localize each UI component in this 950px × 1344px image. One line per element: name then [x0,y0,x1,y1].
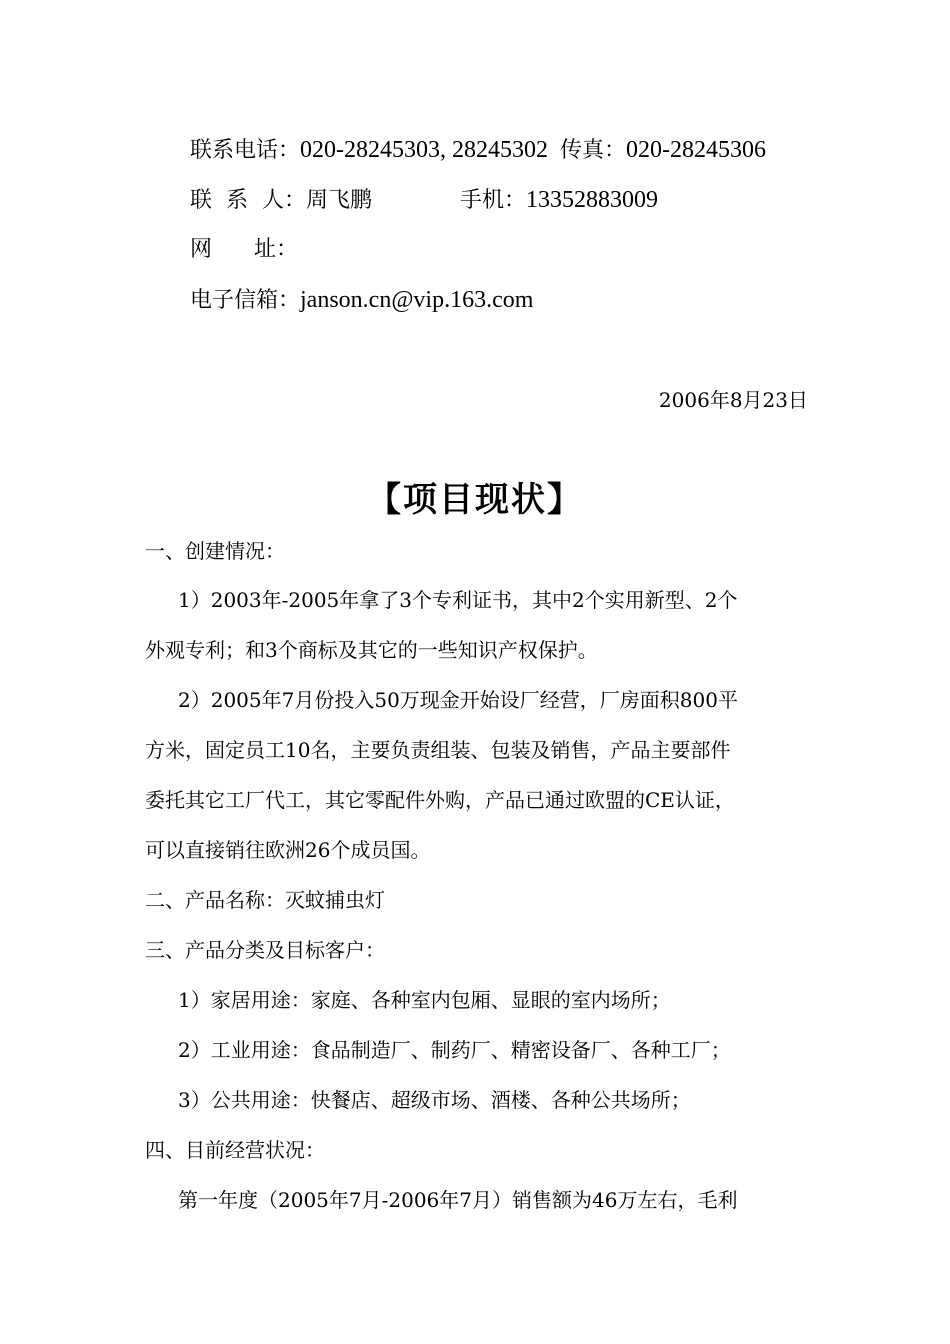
section-1-paragraph-1-line-1: 1）2003年-2005年拿了3个专利证书，其中2个实用新型、2个 [178,588,738,612]
section-3-item-2-value: 食品制造厂、制药厂、精密设备厂、各种工厂； [310,1038,731,1062]
section-4-heading: 四、目前经营状况： [145,1138,325,1162]
mobile-value: 13352883009 [526,187,659,213]
section-3-item-2 [178,1036,731,1064]
section-1-paragraph-2-line-1: 2）2005年7月份投入50万现金开始设厂经营，厂房面积800平 [178,688,738,712]
person-label: 联 系 人： [190,188,306,213]
email-label: 电子信箱： [190,288,301,313]
fax-value: 020-28245306 [626,137,767,163]
contact-phone-line [190,136,766,165]
section-3-heading: 三、产品分类及目标客户： [145,938,385,962]
person-value: 周飞鹏 [305,188,372,213]
section-3-item-3: 3）公共用途：快餐店、超级市场、酒楼、各种公共场所； [178,1088,691,1112]
contact-email-line [190,286,533,315]
section-3-item-2-label: 2）工业用途： [178,1038,311,1062]
fax-label: 传真： [560,138,627,163]
section-4-paragraph-1-line-1: 第一年度（2005年7月-2006年7月）销售额为46万左右，毛利 [178,1188,738,1212]
contact-website-line [190,236,298,264]
mobile-label: 手机： [460,188,527,213]
phone-label: 联系电话： [190,138,301,163]
contact-person-line [190,186,658,215]
section-1-paragraph-2-line-2: 方米，固定员工10名，主要负责组装、包装及销售，产品主要部件 [145,738,731,762]
section-1-paragraph-2-line-4: 可以直接销往欧洲26个成员国。 [145,838,431,862]
section-1-heading: 一、创建情况： [145,539,285,563]
section-title: 【项目现状】 [367,480,583,520]
document-date: 2006年8月23日 [658,388,808,412]
section-1-paragraph-2-line-3: 委托其它工厂代工，其它零配件外购，产品已通过欧盟的CE认证， [145,788,735,812]
section-3-item-1: 1）家居用途：家庭、各种室内包厢、显眼的室内场所； [178,988,671,1012]
section-1-paragraph-1-line-2: 外观专利；和3个商标及其它的一些知识产权保护。 [145,638,598,662]
email-value: janson.cn@vip.163.com [300,287,534,313]
website-label: 网 址： [190,237,298,262]
phone-value: 020-28245303, 28245302 [300,137,549,163]
section-2-heading: 二、产品名称：灭蚊捕虫灯 [145,888,385,912]
